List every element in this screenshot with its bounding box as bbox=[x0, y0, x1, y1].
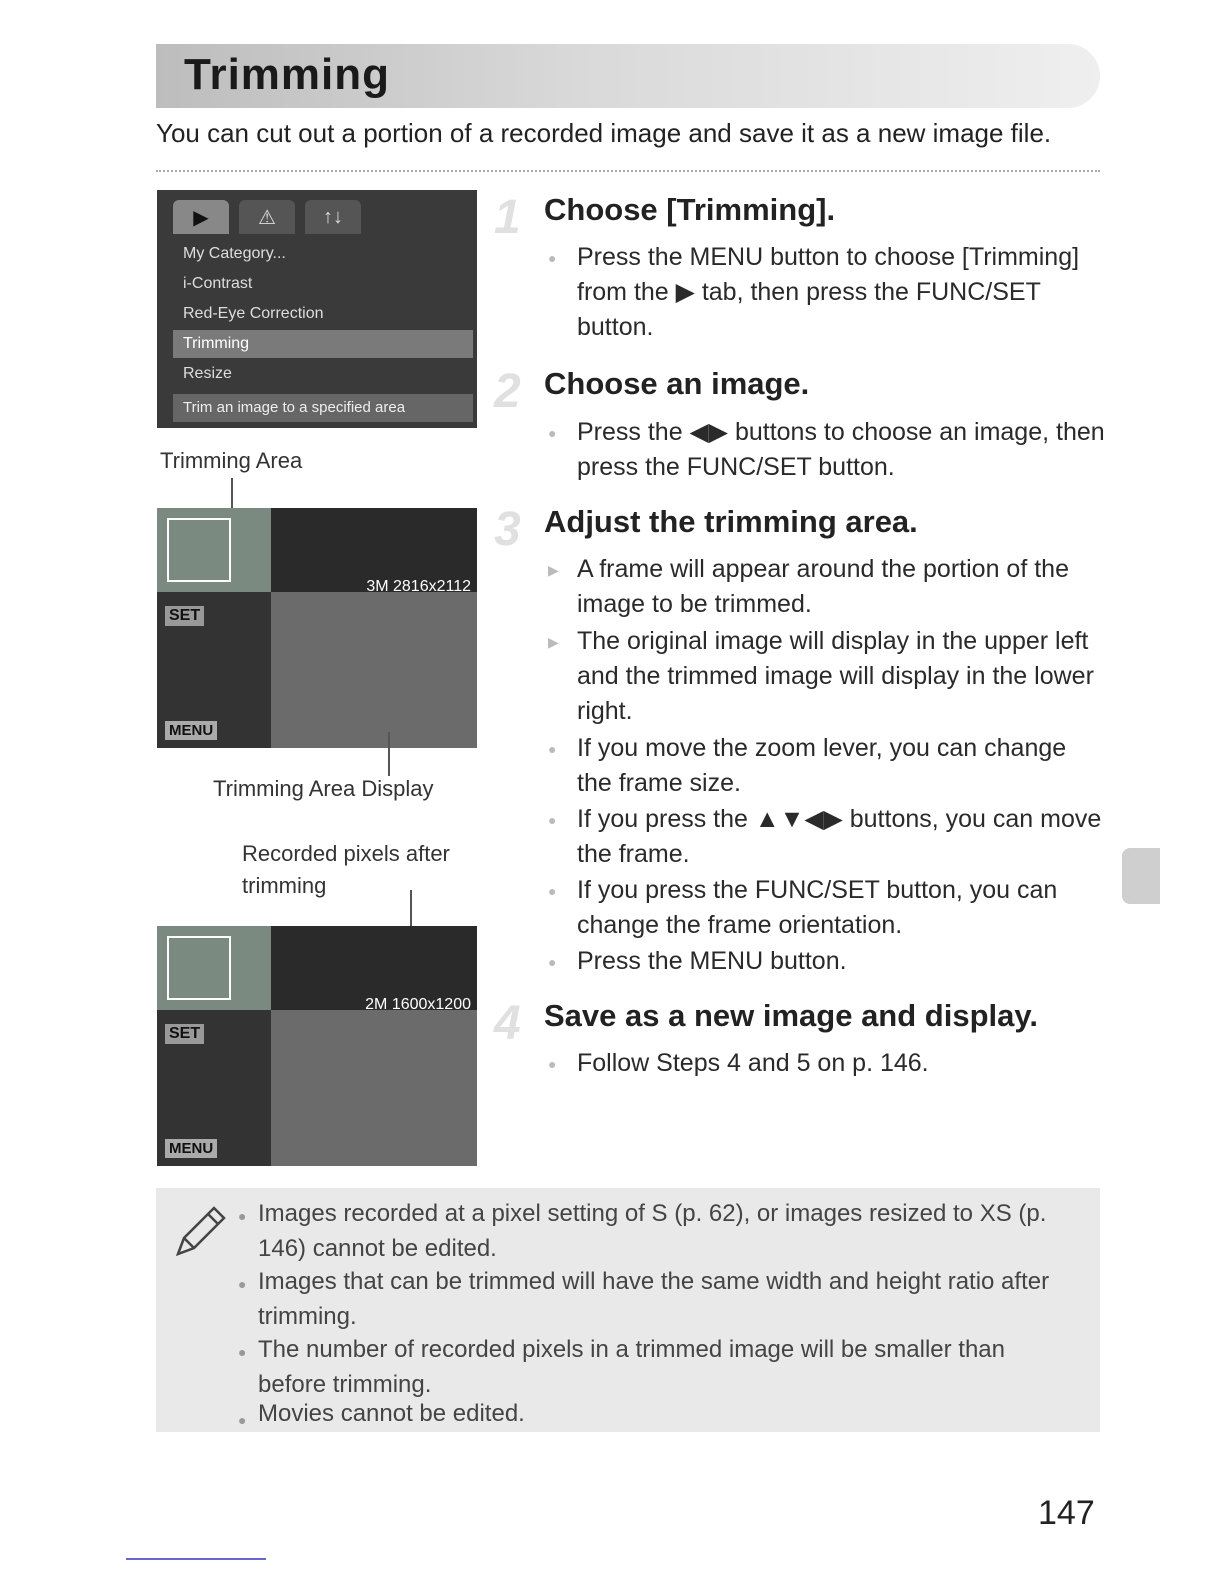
title-band bbox=[156, 44, 1100, 108]
menu-item: Resize bbox=[183, 365, 232, 382]
label-trimming-area-display: Trimming Area Display bbox=[213, 776, 434, 801]
bullet-icon: ● bbox=[548, 741, 557, 757]
pencil-icon bbox=[170, 1202, 230, 1262]
step-title: Choose [Trimming]. bbox=[544, 192, 836, 227]
trimmed-preview bbox=[271, 1010, 477, 1166]
footer-line bbox=[126, 1558, 266, 1560]
tab-settings: ↑↓ bbox=[305, 200, 361, 234]
step-number: 3 bbox=[494, 503, 521, 556]
pixel-readout: 2M 1600x1200 bbox=[365, 996, 471, 1013]
page-title: Trimming bbox=[184, 50, 391, 99]
leader-line bbox=[388, 732, 390, 776]
step-number: 4 bbox=[494, 997, 521, 1050]
chapter-tab-marker bbox=[1122, 848, 1160, 904]
menu-label: MENU bbox=[165, 1139, 217, 1158]
step-text: If you press the FUNC/SET button, you can change the frame orientation. bbox=[577, 876, 1058, 939]
step-title: Adjust the trimming area. bbox=[544, 504, 918, 539]
divider bbox=[156, 170, 1100, 172]
trim-frame bbox=[167, 518, 231, 582]
note-text: Images recorded at a pixel setting of S (p. 62), or images resized to XS (p. 146) cannot be edited. bbox=[258, 1200, 1047, 1262]
step-text: Press the MENU button to choose [Trimming] from the ▶ tab, then press the FUNC/SET button. bbox=[577, 243, 1080, 341]
note-text: Images that can be trimmed will have the same width and height ratio after trimming. bbox=[258, 1268, 1050, 1330]
bullet-icon: ● bbox=[548, 250, 557, 266]
note-box bbox=[156, 1188, 1100, 1432]
menu-screen bbox=[157, 190, 477, 428]
label-trimming-area: Trimming Area bbox=[160, 448, 303, 473]
original-image-thumb bbox=[157, 508, 271, 592]
tab-playback: ▶ bbox=[173, 200, 229, 234]
trim-screen-2 bbox=[157, 926, 477, 1166]
intro-text: You can cut out a portion of a recorded image and save it as a new image file. bbox=[156, 118, 1052, 148]
menu-item: Red-Eye Correction bbox=[183, 305, 324, 322]
pixel-readout: 3M 2816x2112 bbox=[366, 578, 471, 595]
page-number: 147 bbox=[1038, 1494, 1095, 1532]
bullet-icon: ● bbox=[548, 425, 557, 441]
bullet-icon: ● bbox=[238, 1276, 247, 1292]
trim-frame bbox=[167, 936, 231, 1000]
bullet-icon: ● bbox=[238, 1412, 247, 1428]
menu-item: i-Contrast bbox=[183, 275, 253, 292]
arrow-bullet-icon: ▶ bbox=[548, 634, 559, 650]
step-title: Choose an image. bbox=[544, 366, 810, 401]
note-text: Movies cannot be edited. bbox=[258, 1400, 525, 1427]
set-label: SET bbox=[165, 606, 204, 626]
menu-label: MENU bbox=[165, 721, 217, 740]
bullet-icon: ● bbox=[238, 1344, 247, 1360]
trim-screen-1 bbox=[157, 508, 477, 748]
step-text: The original image will display in the upper left and the trimmed image will display in the lower right. bbox=[577, 627, 1094, 725]
tab-print: ⚠ bbox=[239, 200, 295, 234]
step-text: Follow Steps 4 and 5 on p. 146. bbox=[577, 1049, 929, 1077]
step-text: Press the ◀▶ buttons to choose an image, then press the FUNC/SET button. bbox=[577, 418, 1105, 481]
step-title: Save as a new image and display. bbox=[544, 998, 1038, 1033]
step-text: A frame will appear around the portion of the image to be trimmed. bbox=[577, 555, 1069, 618]
set-label: SET bbox=[165, 1024, 204, 1044]
menu-hint: Trim an image to a specified area bbox=[173, 394, 473, 422]
note-text: The number of recorded pixels in a trimmed image will be smaller than before trimming. bbox=[258, 1336, 1005, 1398]
label-recorded-pixels: Recorded pixels after trimming bbox=[242, 841, 450, 898]
bullet-icon: ● bbox=[548, 812, 557, 828]
bullet-icon: ● bbox=[548, 954, 557, 970]
step-number: 1 bbox=[494, 191, 521, 244]
trimmed-preview bbox=[271, 592, 477, 748]
menu-item-selected: Trimming bbox=[173, 330, 473, 358]
arrow-bullet-icon: ▶ bbox=[548, 562, 559, 578]
step-text: If you press the ▲▼◀▶ buttons, you can move the frame. bbox=[577, 805, 1102, 868]
bullet-icon: ● bbox=[548, 1056, 557, 1072]
bullet-icon: ● bbox=[548, 883, 557, 899]
step-number: 2 bbox=[494, 365, 521, 418]
step-text: If you move the zoom lever, you can change the frame size. bbox=[577, 734, 1067, 797]
bullet-icon: ● bbox=[238, 1208, 247, 1224]
menu-item: My Category... bbox=[183, 245, 286, 262]
step-text: Press the MENU button. bbox=[577, 947, 847, 975]
original-image-thumb bbox=[157, 926, 271, 1010]
